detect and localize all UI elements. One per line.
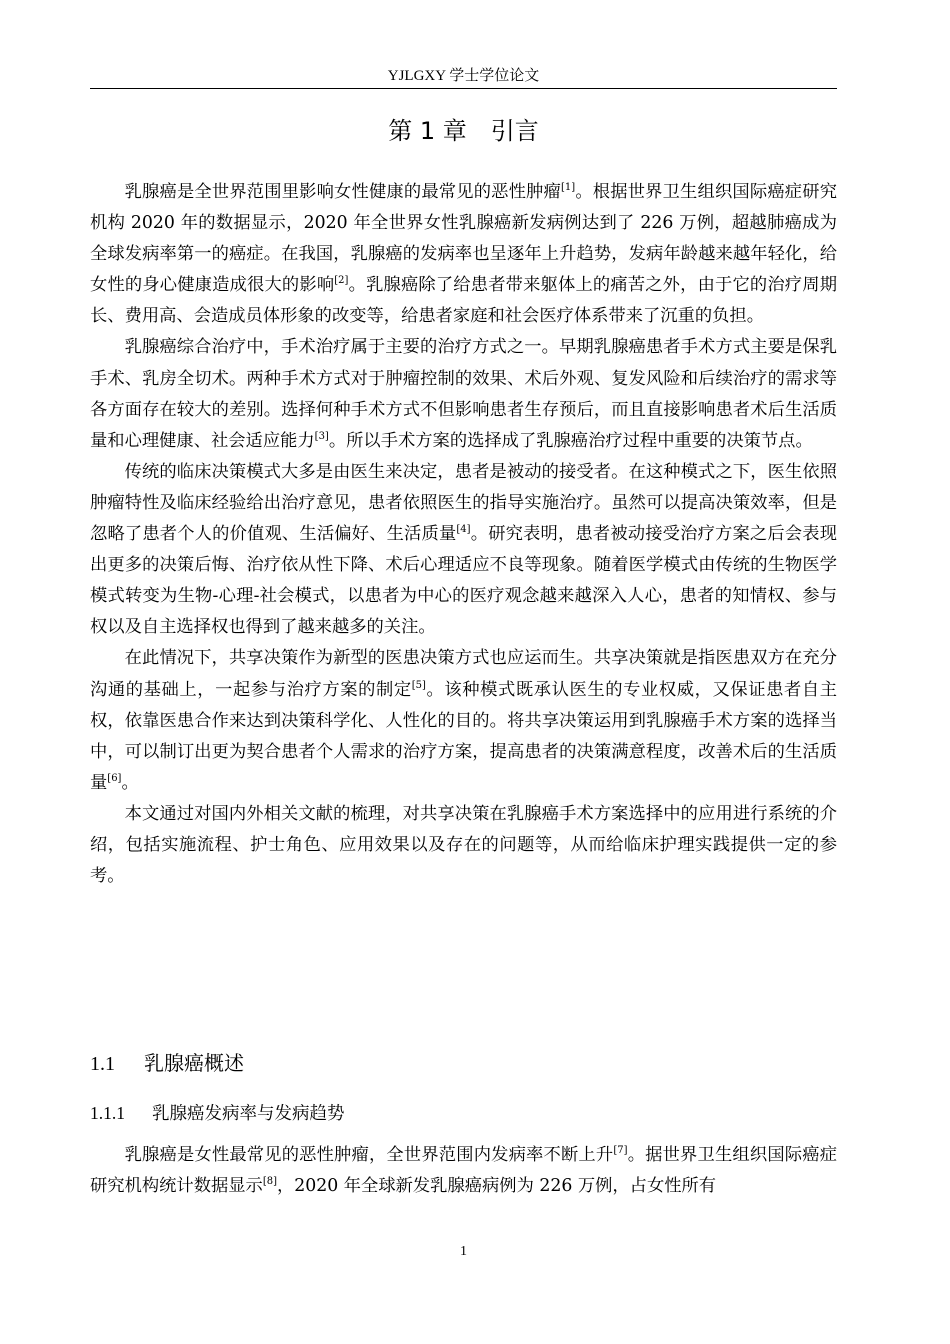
paragraph-text: 。根据世界卫生组织国际癌症研究机构 2020 年的数据显示，2020 年全世界女性乳腺癌新发病例达到了 226 万例，超越肺癌成为全球发病率第一的癌症。在我国，乳腺癌的发病率也呈逐年上升趋势，发病年龄越来越年轻化，给女性的身心健康造成很大的影响 — [90, 182, 837, 296]
subsection-heading — [90, 1099, 345, 1128]
subsection-title: 乳腺癌发病率与发病趋势 — [152, 1104, 345, 1124]
citation-ref: [1] — [560, 182, 576, 193]
paragraph-text: 。该种模式既承认医生的专业权威，又保证患者自主权，依靠医患合作来达到决策科学化、人性化的目的。将共享决策运用到乳腺癌手术方案的选择当中，可以制订出更为契合患者个人需求的治疗方案，提高患者的决策满意程度，改善术后的生活质量 — [90, 679, 837, 793]
section-heading — [90, 1048, 244, 1079]
citation-ref: [8] — [262, 1176, 277, 1188]
body-paragraph — [90, 1140, 837, 1202]
chapter-title — [90, 114, 837, 148]
citation-ref: [2] — [334, 275, 349, 287]
paragraph-text: 本文通过对国内外相关文献的梳理，对共享决策在乳腺癌手术方案选择中的应用进行系统的介绍，包括实施流程、护士角色、应用效果以及存在的问题等，从而给临床护理实践提供一定的参考。 — [90, 803, 837, 887]
subsection-number: 1.1.1 — [90, 1103, 125, 1123]
section-number: 1.1 — [90, 1053, 115, 1075]
paragraph-text: 传统的临床决策模式大多是由医生来决定，患者是被动的接受者。在这种模式之下，医生依照肿瘤特性及临床经验给出治疗意见，患者依照医生的指导实施治疗。虽然可以提高决策效率，但是忽略了患者个人的价值观、生活偏好、生活质量 — [90, 461, 837, 545]
citation-ref: [6] — [107, 772, 122, 784]
body-paragraph — [90, 457, 837, 644]
chapter-body — [90, 177, 837, 892]
paragraph-text: ，2020 年全球新发乳腺癌病例为 226 万例，占女性所有 — [277, 1176, 717, 1197]
page-header: YJLGXY 学士学位论文 — [387, 68, 540, 84]
citation-ref: [4] — [456, 524, 471, 536]
body-paragraph — [90, 177, 837, 332]
paragraph-text: 乳腺癌是女性最常见的恶性肿瘤，全世界范围内发病率不断上升 — [124, 1145, 614, 1165]
citation-ref: [5] — [411, 679, 426, 691]
paragraph-text: 。乳腺癌除了给患者带来躯体上的痛苦之外，由于它的治疗周期长、费用高、会造成员体形象的改变等，给患者家庭和社会医疗体系带来了沉重的负担。 — [90, 275, 837, 327]
paragraph-text: 。据世界卫生组织国际癌症研究机构统计数据显示 — [90, 1145, 837, 1197]
paragraph-text: 。所以手术方案的选择成了乳腺癌治疗过程中重要的决策节点。 — [328, 430, 813, 451]
paragraph-text: 乳腺癌综合治疗中，手术治疗属于主要的治疗方式之一。早期乳腺癌患者手术方式主要是保乳手术、乳房全切术。两种手术方式对于肿瘤控制的效果、术后外观、复发风险和后续治疗的需求等各方面存在较大的差别。选择何种手术方式不但影响患者生存预后，而且直接影响患者术后生活质量和心理健康、社会适应能力 — [90, 337, 837, 451]
citation-ref: [3] — [314, 430, 329, 442]
page-number: 1 — [460, 1244, 467, 1259]
paragraph-text: 在此情况下，共享决策作为新型的医患决策方式也应运而生。共享决策就是指医患双方在充分沟通的基础上，一起参与治疗方案的制定 — [90, 648, 837, 700]
chapter-number: 第 1 章 — [388, 117, 467, 145]
section-body — [90, 1140, 837, 1202]
header-divider — [90, 88, 837, 89]
chapter-name: 引言 — [490, 117, 539, 145]
paragraph-text: 。 — [121, 772, 139, 793]
body-paragraph — [90, 799, 837, 892]
paragraph-text: 乳腺癌是全世界范围里影响女性健康的最常见的恶性肿瘤 — [124, 182, 561, 202]
body-paragraph — [90, 643, 837, 798]
section-title: 乳腺癌概述 — [144, 1051, 244, 1075]
paragraph-text: 。研究表明，患者被动接受治疗方案之后会表现出更多的决策后悔、治疗依从性下降、术后心理适应不良等现象。随着医学模式由传统的生物医学模式转变为生物-心理-社会模式，以患者为中心的医疗观念越来越深入人心，患者的知情权、参与权以及自主选择权也得到了越来越多的关注。 — [90, 524, 837, 638]
body-paragraph — [90, 332, 837, 456]
citation-ref: [7] — [613, 1145, 628, 1156]
